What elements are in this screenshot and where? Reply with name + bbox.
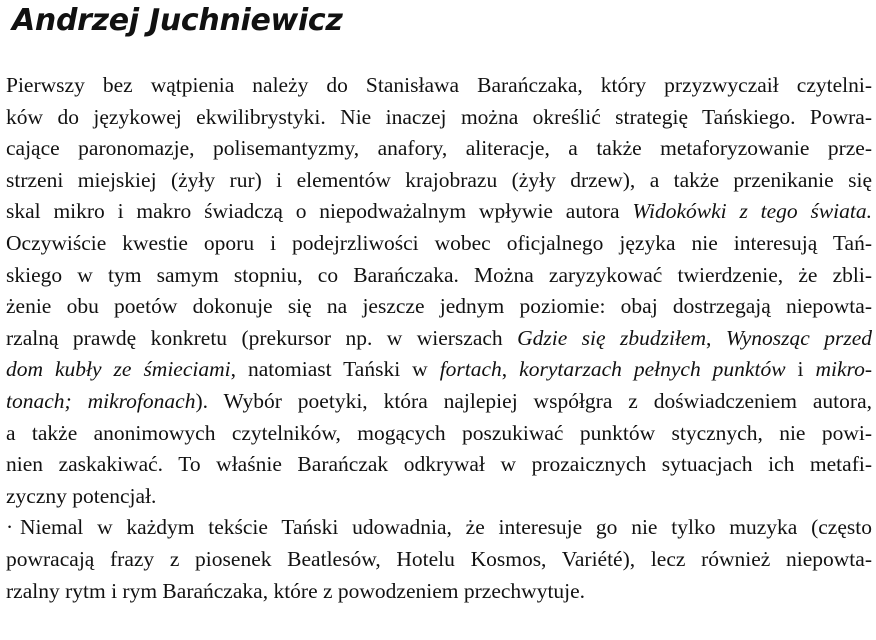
text-run: ). Wybór poetyki, która najlepiej współgra z doświadczeniem autora,: [195, 388, 872, 413]
text-run: i: [785, 357, 816, 382]
italic-title: Gdzie się zbudziłem: [517, 325, 706, 350]
text-run: strzeni miejskiej (żyły rur) i elementów krajobrazu (żyły drzew), a także przenikanie się: [6, 167, 872, 192]
text-run: a także anonimowych czytelników, mogących poszukiwać punktów stycznych, nie powi-: [6, 420, 872, 445]
italic-title: dom kubły ze śmieciami: [6, 357, 231, 382]
text-line: [6, 544, 872, 576]
text-run: żenie obu poetów dokonuje się na jeszcze jednym poziomie: obaj dostrzegają niepowta-: [6, 294, 872, 319]
text-line: [6, 418, 872, 450]
author-heading: Andrzej Juchniewicz: [12, 3, 343, 38]
text-line: [6, 70, 872, 102]
text-line: [6, 576, 872, 608]
text-line: [6, 449, 872, 481]
italic-title: mikro-: [815, 357, 872, 382]
bullet-marker: ·: [6, 515, 14, 540]
text-run: Niemal w każdym tekście Tański udowadnia, że interesuje go nie tylko muzyka (często: [20, 515, 872, 540]
text-run: , natomiast Tański w: [230, 357, 440, 382]
italic-title: korytarzach pełnych punktów: [519, 357, 786, 382]
text-line: [6, 196, 872, 228]
article-body: [6, 70, 872, 607]
text-line: [6, 481, 872, 513]
text-run: ków do językowej ekwilibrystyki. Nie inaczej można określić strategię Tańskiego. Powra-: [6, 104, 872, 129]
text-line: [6, 165, 872, 197]
text-line: [6, 291, 872, 323]
italic-title: tonach; mikrofonach: [6, 388, 196, 413]
text-run: zyczny potencjał.: [6, 483, 157, 508]
italic-title: Wynosząc przed: [725, 325, 872, 350]
text-line: [6, 512, 872, 544]
text-line: [6, 354, 872, 386]
italic-title: fortach: [439, 357, 502, 382]
text-run: Oczywiście kwestie oporu i podejrzliwości wobec oficjalnego języka nie interesują Tań-: [6, 230, 872, 255]
text-run: rzalną prawdę konkretu (prekursor np. w wierszach: [6, 325, 518, 350]
italic-title: Widokówki z tego świata.: [632, 199, 872, 224]
text-run: cające paronomazje, polisemantyzmy, anafory, aliteracje, a także metaforyzowanie prze-: [6, 136, 872, 161]
text-run: powracają frazy z piosenek Beatlesów, Hotelu Kosmos, Variété), lecz również niepowta-: [6, 546, 872, 571]
text-line: [6, 386, 872, 418]
text-line: [6, 323, 872, 355]
text-run: skal mikro i makro świadczą o niepodważalnym wpływie autora: [6, 199, 633, 224]
text-line: [6, 260, 872, 292]
text-run: skiego w tym samym stopniu, co Barańczaka. Można zaryzykować twierdzenie, że zbli-: [6, 262, 872, 287]
text-run: Pierwszy bez wątpienia należy do Stanisława Barańczaka, który przyzwyczaił czytelni-: [6, 73, 872, 97]
text-run: nien zaskakiwać. To właśnie Barańczak odkrywał w prozaicznych sytuacjach ich metafi-: [6, 452, 872, 477]
text-run: ,: [706, 325, 726, 350]
text-run: rzalny rytm i rym Barańczaka, które z powodzeniem przechwytuje.: [6, 578, 586, 603]
text-line: [6, 102, 872, 134]
text-line: [6, 133, 872, 165]
text-run: ,: [501, 357, 520, 382]
text-line: [6, 228, 872, 260]
